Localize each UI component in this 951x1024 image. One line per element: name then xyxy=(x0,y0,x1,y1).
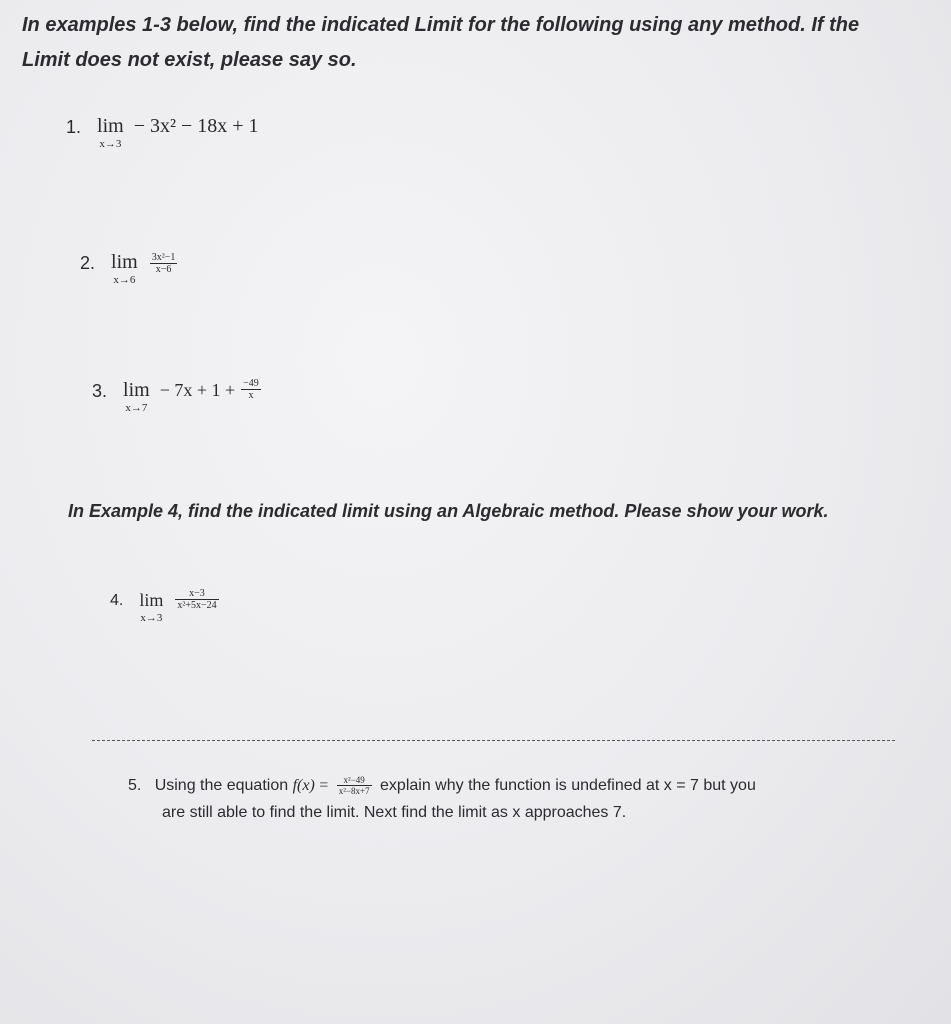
equals-sign: = xyxy=(319,777,329,794)
problem-number: 2. xyxy=(80,253,96,273)
problem-1 xyxy=(66,114,259,150)
example-4-heading xyxy=(68,494,829,529)
fraction-numerator: 3x²−1 xyxy=(151,252,176,263)
lim-label: lim xyxy=(139,590,164,610)
problem-number: 1. xyxy=(66,117,82,137)
function-fraction xyxy=(337,775,372,796)
problem-5-text-after: explain why the function is undefined at x = 7 but you xyxy=(380,777,756,794)
fraction-denominator: x²−8x+7 xyxy=(338,786,370,797)
limit-fraction xyxy=(175,588,218,611)
limit-expression: − 3x² − 18x + 1 xyxy=(133,115,259,137)
lim-subscript: x→7 xyxy=(125,402,148,414)
problem-5-text-before: Using the equation xyxy=(154,777,289,794)
example-4-instructions: In Example 4, find the indicated limit using an Algebraic method. Please show your work. xyxy=(68,501,829,521)
fraction-numerator: x−3 xyxy=(175,588,218,600)
problem-2 xyxy=(80,250,179,286)
problem-3 xyxy=(92,378,263,414)
fraction-denominator: x xyxy=(248,390,254,401)
problem-number: 4. xyxy=(110,592,124,609)
limit-operator xyxy=(97,114,124,150)
fraction-denominator: x²+5x−24 xyxy=(177,600,217,611)
instructions-line-1: In examples 1-3 below, find the indicated Limit for the following using any method. If the xyxy=(22,14,860,36)
fraction-numerator: −49 xyxy=(243,378,259,389)
limit-operator xyxy=(139,588,163,624)
limit-expression: − 7x + 1 + xyxy=(159,380,236,400)
limit-fraction xyxy=(150,252,178,275)
lim-label: lim xyxy=(123,379,150,401)
lim-subscript: x→3 xyxy=(99,138,122,150)
fraction-numerator: x²−49 xyxy=(337,775,372,786)
function-name: f(x) xyxy=(292,777,315,794)
problem-5-line-2: are still able to find the limit. Next find the limit as x approaches 7. xyxy=(162,804,627,821)
problem-number: 3. xyxy=(92,381,108,401)
instructions-line-2: Limit does not exist, please say so. xyxy=(22,49,357,71)
instructions-heading xyxy=(22,8,859,78)
limit-operator xyxy=(123,378,150,414)
limit-fraction xyxy=(241,378,261,401)
lim-label: lim xyxy=(97,115,124,137)
lim-label: lim xyxy=(111,251,138,273)
limit-operator xyxy=(111,250,138,286)
problem-5 xyxy=(128,772,756,826)
fraction-denominator: x−6 xyxy=(155,264,172,275)
dashed-divider xyxy=(92,740,895,741)
lim-subscript: x→6 xyxy=(113,274,136,286)
problem-number: 5. xyxy=(128,777,142,794)
lim-subscript: x→3 xyxy=(140,612,163,624)
problem-4 xyxy=(110,588,221,624)
